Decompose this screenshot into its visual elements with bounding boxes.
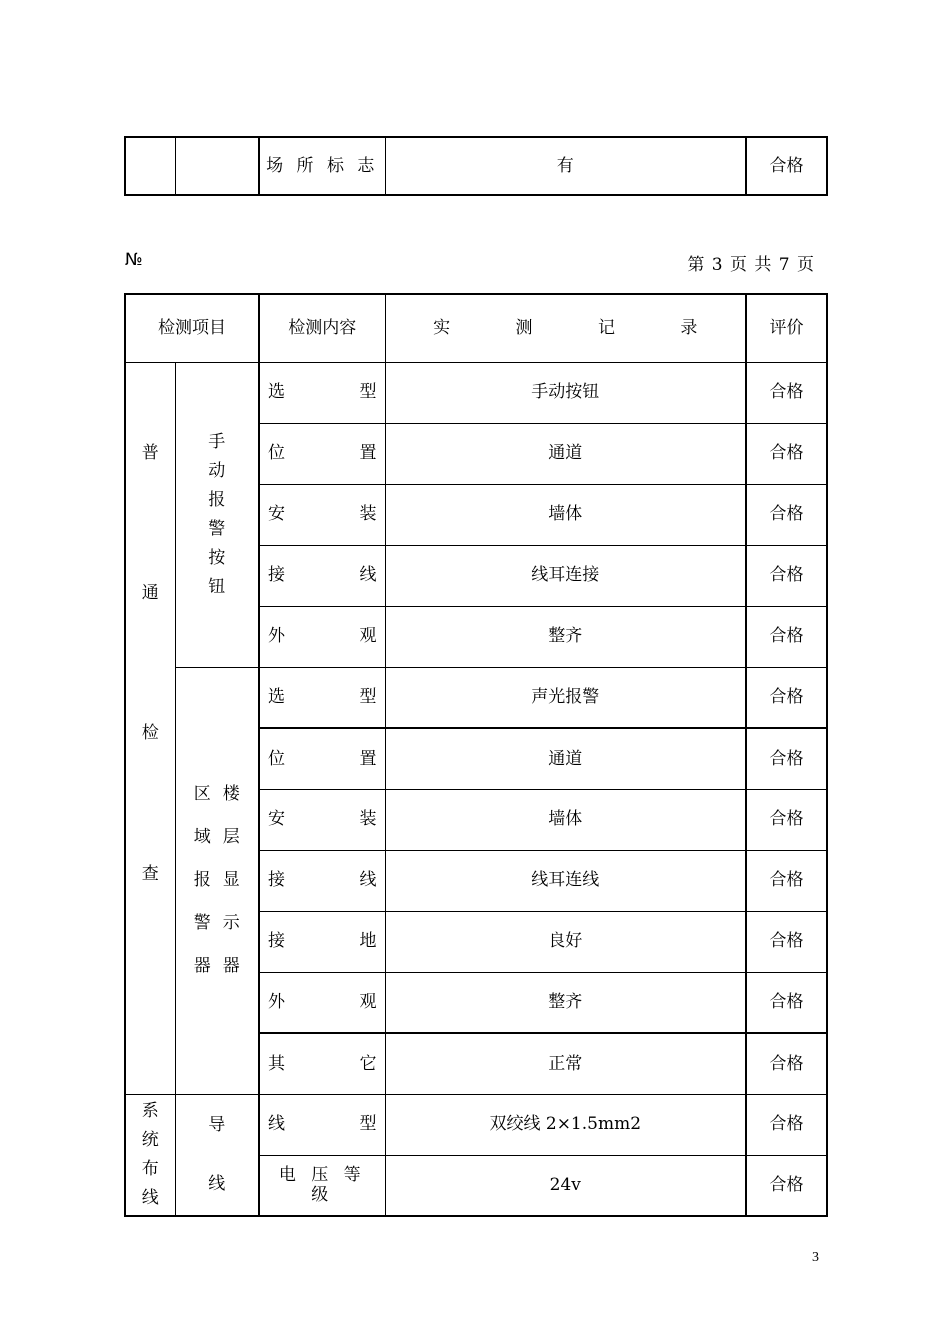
record-value: 声光报警 (531, 687, 600, 708)
item-label-left: 选 (268, 382, 285, 403)
top-empty-cell-2 (175, 137, 259, 195)
item-cell (259, 484, 385, 545)
record-cell (385, 606, 746, 667)
item-label-left: 选 (268, 687, 285, 708)
record-cell (385, 850, 746, 911)
item-label-right: 线 (359, 870, 377, 891)
group-display-col1 (194, 773, 211, 988)
eval-value: 合格 (769, 687, 804, 708)
item-label-left: 电 压 等 级 (278, 1164, 366, 1206)
category-general-char: 检 (141, 723, 159, 744)
eval-value: 合格 (769, 992, 804, 1013)
category-general-char: 查 (141, 863, 159, 884)
eval-cell (746, 1155, 827, 1216)
group-display-cell (175, 667, 259, 1094)
item-label-right: 型 (359, 687, 377, 708)
eval-value: 合格 (769, 1175, 804, 1196)
item-label-left: 线 (268, 1114, 285, 1135)
eval-value: 合格 (769, 565, 804, 586)
record-cell (385, 1094, 746, 1155)
item-label-right: 它 (359, 1053, 377, 1074)
item-label-left: 外 (268, 626, 285, 647)
record-cell (385, 423, 746, 484)
header-row (125, 294, 827, 362)
eval-cell (746, 606, 827, 667)
group-display-char: 示 (222, 913, 240, 933)
table-row (125, 1094, 827, 1155)
item-cell (259, 1094, 385, 1155)
item-label-right: 观 (359, 992, 377, 1013)
group-display-char: 器 (193, 956, 211, 976)
category-wiring-label: 系统布线 (141, 1100, 159, 1208)
record-value: 通道 (548, 443, 583, 464)
record-value: 线耳连线 (531, 870, 600, 891)
eval-value: 合格 (769, 1053, 804, 1074)
item-cell (259, 606, 385, 667)
top-table (124, 136, 828, 196)
group-wire-char: 线 (208, 1173, 226, 1194)
item-label-right: 线 (359, 565, 377, 586)
group-display-char: 域 (193, 827, 211, 847)
item-label-left: 接 (268, 870, 285, 891)
item-cell (259, 423, 385, 484)
record-cell (385, 972, 746, 1033)
record-value: 24v (549, 1175, 581, 1196)
record-value: 双绞线 2×1.5mm2 (489, 1114, 642, 1135)
inspection-table (124, 293, 828, 1217)
item-cell (259, 850, 385, 911)
header-evaluation (746, 294, 827, 362)
item-label-right: 装 (359, 504, 377, 525)
eval-cell (746, 423, 827, 484)
top-item-label: 场 所 标 志 (266, 155, 379, 176)
item-cell (259, 911, 385, 972)
eval-value: 合格 (769, 748, 804, 769)
item-cell (259, 789, 385, 850)
group-display-char: 楼 (222, 784, 240, 804)
record-value: 整齐 (548, 626, 583, 647)
eval-value: 合格 (769, 1114, 804, 1135)
eval-value: 合格 (769, 443, 804, 464)
group-wire-char: 导 (208, 1115, 226, 1136)
header-inspection-content (259, 294, 385, 362)
eval-value: 合格 (769, 626, 804, 647)
group-manual-button-label: 手动报警按钮 (208, 431, 226, 597)
eval-value: 合格 (769, 809, 804, 830)
group-display-char: 显 (222, 870, 240, 890)
record-cell (385, 789, 746, 850)
top-record-cell (385, 137, 746, 195)
header-evaluation-label: 评价 (769, 318, 804, 339)
top-item-cell (259, 137, 385, 195)
page-number: 3 (812, 1250, 819, 1265)
record-value: 通道 (548, 748, 583, 769)
item-label-left: 位 (268, 748, 285, 769)
item-cell (259, 545, 385, 606)
group-display-col2 (223, 773, 240, 988)
doc-number-label: № (125, 250, 143, 270)
category-wiring-cell (125, 1094, 175, 1216)
item-label-right: 置 (359, 748, 377, 769)
category-general-char: 普 (141, 442, 159, 463)
record-cell (385, 362, 746, 423)
page-count-label: 第 3 页 共 7 页 (687, 255, 815, 275)
record-cell (385, 1033, 746, 1094)
eval-cell (746, 362, 827, 423)
header-record (385, 294, 746, 362)
header-inspection-item-label: 检测项目 (158, 318, 226, 339)
record-value: 墙体 (548, 504, 583, 525)
eval-cell (746, 545, 827, 606)
item-label-right: 地 (359, 931, 377, 952)
item-cell (259, 972, 385, 1033)
eval-cell (746, 667, 827, 728)
record-value: 良好 (548, 931, 583, 952)
category-general-cell (125, 362, 175, 1094)
item-cell (259, 728, 385, 789)
record-cell (385, 911, 746, 972)
eval-cell (746, 789, 827, 850)
record-value: 墙体 (548, 809, 583, 830)
record-value: 整齐 (548, 992, 583, 1013)
group-display-char: 警 (193, 913, 211, 933)
record-cell (385, 1155, 746, 1216)
record-cell (385, 484, 746, 545)
category-general-char: 通 (141, 582, 159, 603)
eval-cell (746, 1094, 827, 1155)
eval-value: 合格 (769, 870, 804, 891)
group-display-char: 层 (222, 827, 240, 847)
top-empty-cell-1 (125, 137, 175, 195)
item-cell (259, 362, 385, 423)
top-eval-value: 合格 (769, 155, 804, 176)
eval-cell (746, 1033, 827, 1094)
table-row (125, 667, 827, 728)
record-cell (385, 728, 746, 789)
eval-cell (746, 972, 827, 1033)
eval-value: 合格 (769, 931, 804, 952)
table-row (125, 362, 827, 423)
eval-cell (746, 911, 827, 972)
top-eval-cell (746, 137, 827, 195)
item-label-right: 型 (359, 1114, 377, 1135)
record-cell (385, 545, 746, 606)
record-value: 正常 (548, 1053, 583, 1074)
item-label-left: 安 (268, 809, 285, 830)
group-display-char: 器 (222, 956, 240, 976)
record-value: 线耳连接 (531, 565, 600, 586)
header-inspection-item (125, 294, 259, 362)
header-inspection-content-label: 检测内容 (288, 318, 357, 339)
item-label-left: 接 (268, 931, 285, 952)
item-label-right: 观 (359, 626, 377, 647)
item-cell (259, 1033, 385, 1094)
item-label-left: 外 (268, 992, 285, 1013)
item-label-left: 安 (268, 504, 285, 525)
group-display-char: 报 (193, 870, 211, 890)
item-cell (259, 1155, 385, 1216)
group-manual-button-cell (175, 362, 259, 667)
item-label-left: 接 (268, 565, 285, 586)
eval-cell (746, 728, 827, 789)
header-record-label: 实 测 记 录 (433, 318, 728, 339)
eval-value: 合格 (769, 382, 804, 403)
item-cell (259, 667, 385, 728)
eval-cell (746, 850, 827, 911)
item-label-right: 型 (359, 382, 377, 403)
page-header (125, 250, 815, 276)
item-label-left: 位 (268, 443, 285, 464)
item-label-left: 其 (268, 1053, 285, 1074)
eval-value: 合格 (769, 504, 804, 525)
group-display-char: 区 (193, 784, 211, 804)
top-record-value: 有 (556, 155, 574, 176)
item-label-right: 装 (359, 809, 377, 830)
group-wire-cell (175, 1094, 259, 1216)
eval-cell (746, 484, 827, 545)
item-label-right: 置 (359, 443, 377, 464)
record-value: 手动按钮 (531, 382, 600, 403)
record-cell (385, 667, 746, 728)
